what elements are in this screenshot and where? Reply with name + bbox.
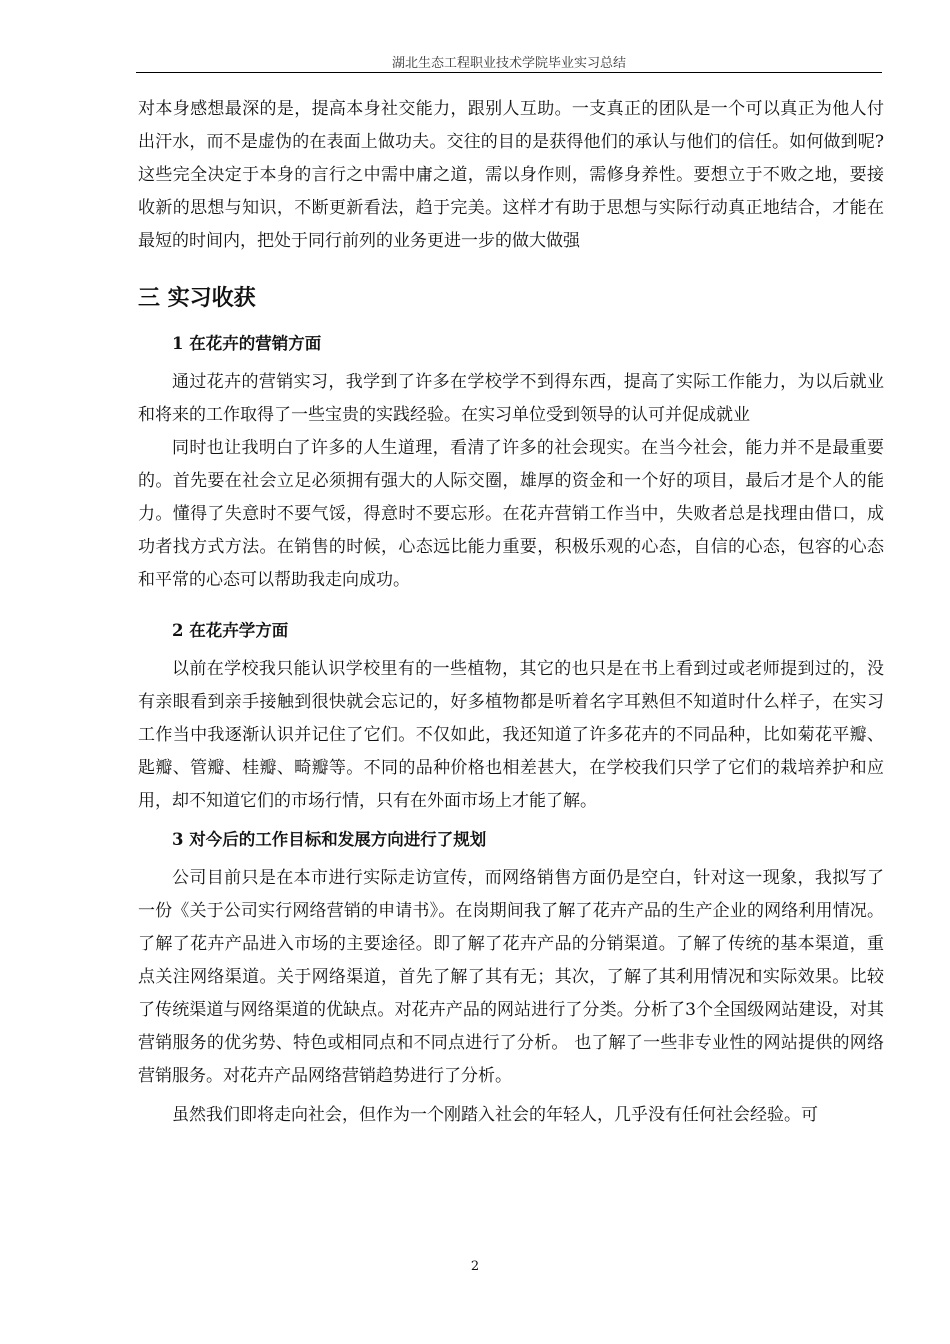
page-number: 2: [470, 1259, 480, 1274]
section-heading: 三 实习收获: [138, 285, 256, 311]
page-body: [138, 93, 884, 1132]
paragraph: 通过花卉的营销实习，我学到了许多在学校学不到得东西，提高了实际工作能力，为以后就业和将来的工作取得了一些宝贵的实践经验。在实习单位受到领导的认可并促成就业: [138, 372, 884, 425]
paragraph: 同时也让我明白了许多的人生道理，看清了许多的社会现实。在当今社会，能力并不是最重要的。首先要在社会立足必须拥有强大的人际交圈，雄厚的资金和一个好的项目，最后才是个人的能力。懂得了失意时不要气馁，得意时不要忘形。在花卉营销工作当中，失败者总是找理由借口，成功者找方式方法。在销售的时候，心态远比能力重要，积极乐观的心态，自信的心态，包容的心态和平常的心态可以帮助我走向成功。: [138, 438, 884, 590]
paragraph: 以前在学校我只能认识学校里有的一些植物，其它的也只是在书上看到过或老师提到过的，没有亲眼看到亲手接触到很快就会忘记的，好多植物都是听着名字耳熟但不知道时什么样子，在实习工作当中我逐渐认识并记住了它们。不仅如此，我还知道了许多花卉的不同品种，比如菊花平瓣、匙瓣、管瓣、桂瓣、畸瓣等。不同的品种价格也相差甚大，在学校我们只学了它们的栽培养护和应用，却不知道它们的市场行情，只有在外面市场上才能了解。: [138, 659, 884, 811]
spacer: [138, 597, 884, 609]
continued-paragraph: 对本身感想最深的是，提高本身社交能力，跟别人互助。一支真正的团队是一个可以真正为他人付出汗水，而不是虚伪的在表面上做功夫。交往的目的是获得他们的承认与他们的信任。如何做到呢?这些完全决定于本身的言行之中需中庸之道，需以身作则，需修身养性。要想立于不败之地，要接收新的思想与知识，不断更新看法，趋于完美。这样才有助于思想与实际行动真正地结合，才能在最短的时间内，把处于同行前列的业务更进一步的做大做强: [138, 99, 884, 251]
subsection-heading-3: 3 对今后的工作目标和发展方向进行了规划: [172, 830, 487, 849]
subsection-heading-2: 2 在花卉学方面: [172, 621, 289, 640]
paragraph: 公司目前只是在本市进行实际走访宣传，而网络销售方面仍是空白，针对这一现象，我拟写了一份《关于公司实行网络营销的申请书》。在岗期间我了解了花卉产品的生产企业的网络利用情况。了解了花卉产品进入市场的主要途径。即了解了花卉产品的分销渠道。了解了传统的基本渠道，重点关注网络渠道。关于网络渠道，首先了解了其有无；其次，了解了其利用情况和实际效果。比较了传统渠道与网络渠道的优缺点。对花卉产品的网站进行了分类。分析了3个全国级网站建设，对其营销服务的优劣势、特色或相同点和不同点进行了分析。 也了解了一些非专业性的网站提供的网络营销服务。对花卉产品网络营销趋势进行了分析。: [138, 868, 884, 1086]
header-divider: [136, 72, 882, 73]
paragraph: 虽然我们即将走向社会，但作为一个刚踏入社会的年轻人，几乎没有任何社会经验。可: [172, 1105, 818, 1125]
subsection-heading-1: 1 在花卉的营销方面: [172, 334, 322, 353]
running-header: 湖北生态工程职业技术学院毕业实习总结: [391, 56, 626, 71]
